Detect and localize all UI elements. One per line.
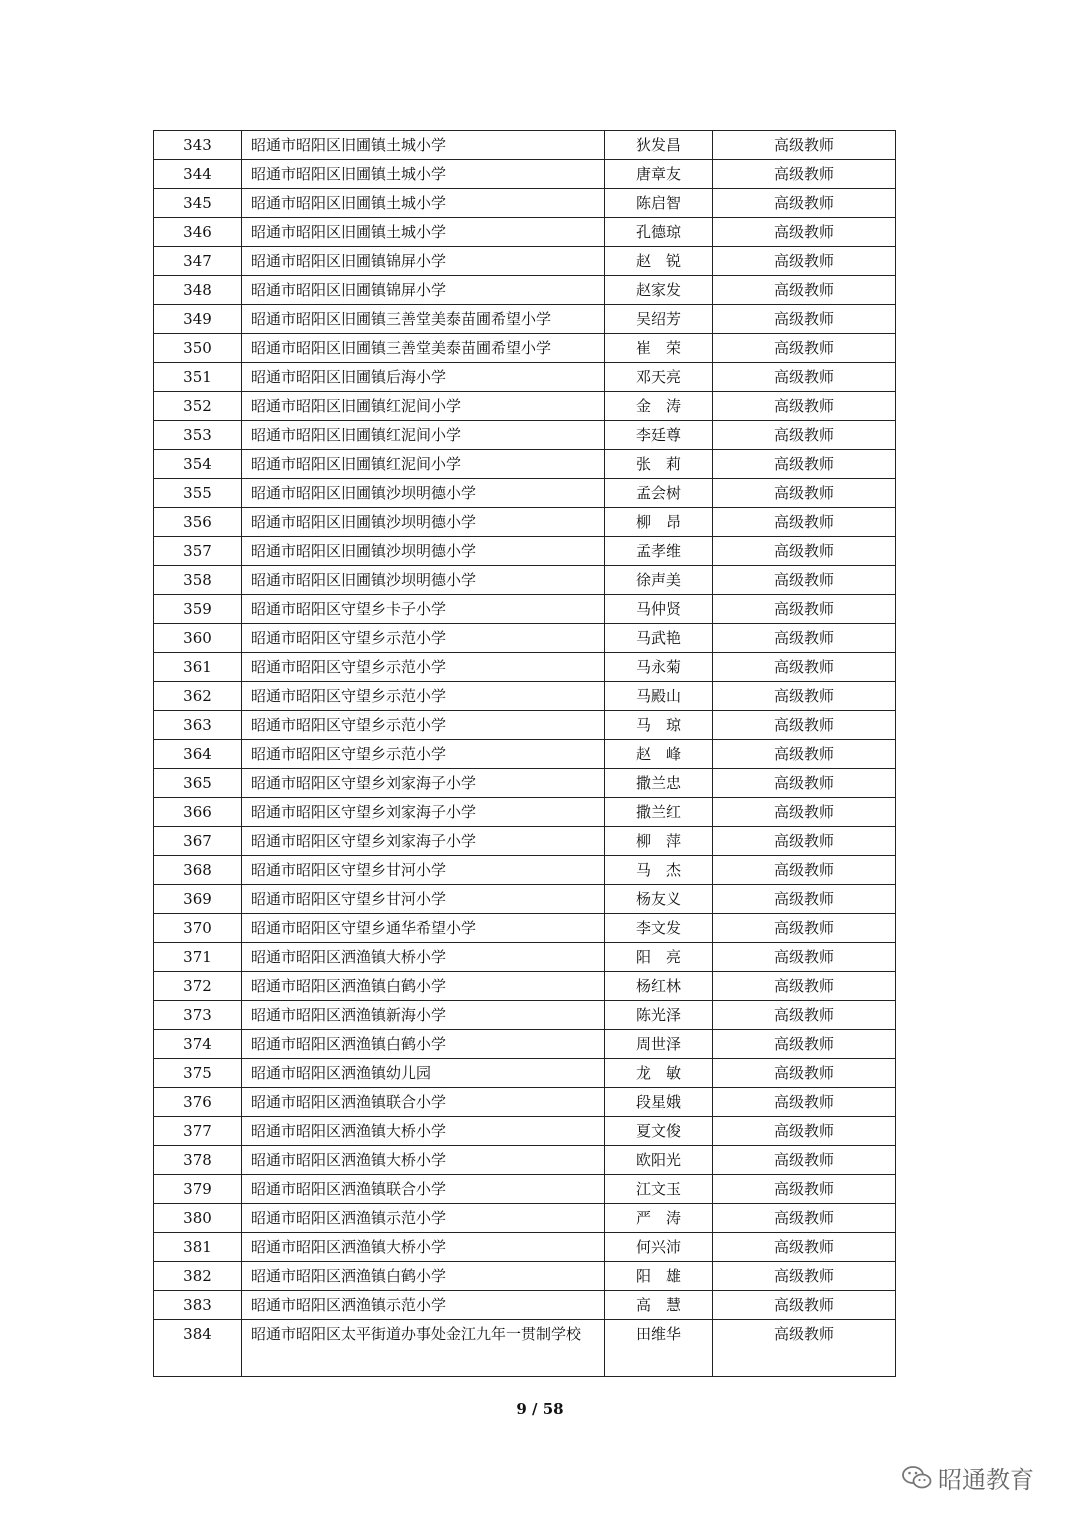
teacher-name-cell: 江文玉 (605, 1175, 713, 1204)
table-row (154, 682, 896, 711)
table-row (154, 218, 896, 247)
table-row (154, 1030, 896, 1059)
teacher-name-cell: 孟会树 (605, 479, 713, 508)
table-row (154, 421, 896, 450)
school-cell: 昭通市昭阳区旧圃镇锦屏小学 (242, 276, 605, 305)
title-cell: 高级教师 (713, 1291, 896, 1320)
school-cell: 昭通市昭阳区旧圃镇红泥间小学 (242, 421, 605, 450)
row-number-cell: 365 (154, 769, 242, 798)
title-cell: 高级教师 (713, 624, 896, 653)
school-cell: 昭通市昭阳区洒渔镇大桥小学 (242, 1146, 605, 1175)
row-number-cell: 361 (154, 653, 242, 682)
school-cell: 昭通市昭阳区守望乡示范小学 (242, 740, 605, 769)
table-row (154, 1175, 896, 1204)
school-cell: 昭通市昭阳区洒渔镇白鹤小学 (242, 972, 605, 1001)
title-cell: 高级教师 (713, 653, 896, 682)
teacher-name-cell: 赵 锐 (605, 247, 713, 276)
teacher-name-cell: 阳 雄 (605, 1262, 713, 1291)
table-row (154, 363, 896, 392)
title-cell: 高级教师 (713, 363, 896, 392)
row-number-cell: 354 (154, 450, 242, 479)
teacher-name-cell: 马仲贤 (605, 595, 713, 624)
table-row (154, 566, 896, 595)
table-row (154, 189, 896, 218)
school-cell: 昭通市昭阳区洒渔镇示范小学 (242, 1204, 605, 1233)
row-number-cell: 367 (154, 827, 242, 856)
table-row (154, 479, 896, 508)
row-number-cell: 352 (154, 392, 242, 421)
teacher-name-cell: 崔 荣 (605, 334, 713, 363)
table-row (154, 653, 896, 682)
teacher-name-cell: 孔德琼 (605, 218, 713, 247)
title-cell: 高级教师 (713, 334, 896, 363)
school-cell: 昭通市昭阳区太平街道办事处金江九年一贯制学校 (242, 1320, 605, 1377)
table-row (154, 1262, 896, 1291)
table-row (154, 1001, 896, 1030)
title-cell: 高级教师 (713, 537, 896, 566)
school-cell: 昭通市昭阳区旧圃镇锦屏小学 (242, 247, 605, 276)
table-row (154, 1204, 896, 1233)
row-number-cell: 357 (154, 537, 242, 566)
school-cell: 昭通市昭阳区守望乡示范小学 (242, 711, 605, 740)
teacher-name-cell: 赵家发 (605, 276, 713, 305)
row-number-cell: 344 (154, 160, 242, 189)
school-cell: 昭通市昭阳区旧圃镇红泥间小学 (242, 450, 605, 479)
school-cell: 昭通市昭阳区守望乡甘河小学 (242, 885, 605, 914)
title-cell: 高级教师 (713, 218, 896, 247)
row-number-cell: 347 (154, 247, 242, 276)
teacher-name-cell: 马 琼 (605, 711, 713, 740)
row-number-cell: 355 (154, 479, 242, 508)
teacher-name-cell: 杨友义 (605, 885, 713, 914)
table-row (154, 537, 896, 566)
table-row (154, 334, 896, 363)
title-cell: 高级教师 (713, 798, 896, 827)
teacher-name-cell: 李廷尊 (605, 421, 713, 450)
table-row (154, 914, 896, 943)
title-cell: 高级教师 (713, 1233, 896, 1262)
table-row (154, 827, 896, 856)
title-cell: 高级教师 (713, 189, 896, 218)
table-row (154, 595, 896, 624)
teacher-name-cell: 何兴沛 (605, 1233, 713, 1262)
row-number-cell: 362 (154, 682, 242, 711)
title-cell: 高级教师 (713, 392, 896, 421)
teacher-name-cell: 柳 昂 (605, 508, 713, 537)
table-row (154, 1088, 896, 1117)
title-cell: 高级教师 (713, 131, 896, 160)
row-number-cell: 371 (154, 943, 242, 972)
table-body (154, 131, 896, 1377)
teacher-name-cell: 欧阳光 (605, 1146, 713, 1175)
school-cell: 昭通市昭阳区旧圃镇后海小学 (242, 363, 605, 392)
table-row (154, 1291, 896, 1320)
row-number-cell: 350 (154, 334, 242, 363)
teacher-name-cell: 杨红林 (605, 972, 713, 1001)
school-cell: 昭通市昭阳区旧圃镇沙坝明德小学 (242, 566, 605, 595)
teacher-name-cell: 陈光泽 (605, 1001, 713, 1030)
school-cell: 昭通市昭阳区洒渔镇大桥小学 (242, 943, 605, 972)
wechat-icon (902, 1465, 932, 1491)
teacher-name-cell: 周世泽 (605, 1030, 713, 1059)
school-cell: 昭通市昭阳区守望乡卡子小学 (242, 595, 605, 624)
title-cell: 高级教师 (713, 740, 896, 769)
teacher-name-cell: 撒兰忠 (605, 769, 713, 798)
row-number-cell: 346 (154, 218, 242, 247)
teacher-name-cell: 邓天亮 (605, 363, 713, 392)
row-number-cell: 353 (154, 421, 242, 450)
row-number-cell: 376 (154, 1088, 242, 1117)
table-row (154, 1233, 896, 1262)
title-cell: 高级教师 (713, 508, 896, 537)
title-cell: 高级教师 (713, 1204, 896, 1233)
table-row (154, 798, 896, 827)
school-cell: 昭通市昭阳区洒渔镇幼儿园 (242, 1059, 605, 1088)
teacher-name-cell: 马永菊 (605, 653, 713, 682)
school-cell: 昭通市昭阳区守望乡示范小学 (242, 624, 605, 653)
title-cell: 高级教师 (713, 450, 896, 479)
school-cell: 昭通市昭阳区守望乡刘家海子小学 (242, 798, 605, 827)
title-cell: 高级教师 (713, 711, 896, 740)
school-cell: 昭通市昭阳区洒渔镇白鹤小学 (242, 1262, 605, 1291)
table-row (154, 1059, 896, 1088)
page-number: 9 / 58 (516, 1400, 564, 1418)
table-row (154, 711, 896, 740)
table-row (154, 943, 896, 972)
school-cell: 昭通市昭阳区洒渔镇联合小学 (242, 1088, 605, 1117)
table-row (154, 392, 896, 421)
table-row (154, 624, 896, 653)
school-cell: 昭通市昭阳区守望乡示范小学 (242, 653, 605, 682)
watermark (902, 1460, 1034, 1495)
title-cell: 高级教师 (713, 595, 896, 624)
school-cell: 昭通市昭阳区守望乡通华希望小学 (242, 914, 605, 943)
school-cell: 昭通市昭阳区旧圃镇三善堂美泰苗圃希望小学 (242, 305, 605, 334)
teacher-name-cell: 赵 峰 (605, 740, 713, 769)
row-number-cell: 351 (154, 363, 242, 392)
row-number-cell: 364 (154, 740, 242, 769)
teacher-name-cell: 唐章友 (605, 160, 713, 189)
school-cell: 昭通市昭阳区旧圃镇沙坝明德小学 (242, 508, 605, 537)
school-cell: 昭通市昭阳区洒渔镇大桥小学 (242, 1117, 605, 1146)
row-number-cell: 345 (154, 189, 242, 218)
row-number-cell: 369 (154, 885, 242, 914)
teacher-name-cell: 严 涛 (605, 1204, 713, 1233)
row-number-cell: 363 (154, 711, 242, 740)
teacher-name-cell: 龙 敏 (605, 1059, 713, 1088)
row-number-cell: 384 (154, 1320, 242, 1377)
row-number-cell: 375 (154, 1059, 242, 1088)
teacher-name-cell: 孟孝维 (605, 537, 713, 566)
title-cell: 高级教师 (713, 1175, 896, 1204)
title-cell: 高级教师 (713, 247, 896, 276)
title-cell: 高级教师 (713, 943, 896, 972)
teacher-name-cell: 田维华 (605, 1320, 713, 1377)
teacher-name-cell: 金 涛 (605, 392, 713, 421)
title-cell: 高级教师 (713, 1320, 896, 1377)
teacher-name-cell: 徐声美 (605, 566, 713, 595)
table-row (154, 450, 896, 479)
row-number-cell: 381 (154, 1233, 242, 1262)
row-number-cell: 382 (154, 1262, 242, 1291)
table-row (154, 247, 896, 276)
school-cell: 昭通市昭阳区旧圃镇沙坝明德小学 (242, 479, 605, 508)
table-row (154, 1146, 896, 1175)
row-number-cell: 349 (154, 305, 242, 334)
row-number-cell: 374 (154, 1030, 242, 1059)
title-cell: 高级教师 (713, 1146, 896, 1175)
title-cell: 高级教师 (713, 972, 896, 1001)
school-cell: 昭通市昭阳区守望乡刘家海子小学 (242, 827, 605, 856)
teacher-name-cell: 夏文俊 (605, 1117, 713, 1146)
teacher-name-cell: 吴绍芳 (605, 305, 713, 334)
table-row (154, 508, 896, 537)
teacher-name-cell: 撒兰红 (605, 798, 713, 827)
table-row (154, 160, 896, 189)
school-cell: 昭通市昭阳区洒渔镇联合小学 (242, 1175, 605, 1204)
row-number-cell: 343 (154, 131, 242, 160)
row-number-cell: 373 (154, 1001, 242, 1030)
school-cell: 昭通市昭阳区洒渔镇新海小学 (242, 1001, 605, 1030)
row-number-cell: 358 (154, 566, 242, 595)
table-row (154, 305, 896, 334)
title-cell: 高级教师 (713, 1059, 896, 1088)
title-cell: 高级教师 (713, 885, 896, 914)
teacher-name-cell: 阳 亮 (605, 943, 713, 972)
table-row (154, 856, 896, 885)
title-cell: 高级教师 (713, 1117, 896, 1146)
school-cell: 昭通市昭阳区旧圃镇土城小学 (242, 189, 605, 218)
title-cell: 高级教师 (713, 160, 896, 189)
teacher-name-cell: 马殿山 (605, 682, 713, 711)
title-cell: 高级教师 (713, 1262, 896, 1291)
title-cell: 高级教师 (713, 856, 896, 885)
title-cell: 高级教师 (713, 276, 896, 305)
row-number-cell: 368 (154, 856, 242, 885)
teacher-name-cell: 高 慧 (605, 1291, 713, 1320)
title-cell: 高级教师 (713, 305, 896, 334)
title-cell: 高级教师 (713, 1001, 896, 1030)
title-cell: 高级教师 (713, 566, 896, 595)
row-number-cell: 378 (154, 1146, 242, 1175)
row-number-cell: 366 (154, 798, 242, 827)
school-cell: 昭通市昭阳区旧圃镇土城小学 (242, 218, 605, 247)
title-cell: 高级教师 (713, 1030, 896, 1059)
school-cell: 昭通市昭阳区守望乡甘河小学 (242, 856, 605, 885)
table-row (154, 276, 896, 305)
table-row (154, 1320, 896, 1377)
row-number-cell: 379 (154, 1175, 242, 1204)
teacher-name-cell: 马武艳 (605, 624, 713, 653)
teacher-name-cell: 李文发 (605, 914, 713, 943)
school-cell: 昭通市昭阳区守望乡示范小学 (242, 682, 605, 711)
row-number-cell: 359 (154, 595, 242, 624)
row-number-cell: 348 (154, 276, 242, 305)
title-cell: 高级教师 (713, 1088, 896, 1117)
school-cell: 昭通市昭阳区旧圃镇三善堂美泰苗圃希望小学 (242, 334, 605, 363)
title-cell: 高级教师 (713, 914, 896, 943)
table-row (154, 1117, 896, 1146)
title-cell: 高级教师 (713, 769, 896, 798)
row-number-cell: 383 (154, 1291, 242, 1320)
table-row (154, 740, 896, 769)
school-cell: 昭通市昭阳区守望乡刘家海子小学 (242, 769, 605, 798)
teacher-table (153, 130, 896, 1377)
table-row (154, 885, 896, 914)
title-cell: 高级教师 (713, 421, 896, 450)
teacher-name-cell: 狄发昌 (605, 131, 713, 160)
school-cell: 昭通市昭阳区洒渔镇示范小学 (242, 1291, 605, 1320)
teacher-name-cell: 张 莉 (605, 450, 713, 479)
teacher-name-cell: 段星娥 (605, 1088, 713, 1117)
school-cell: 昭通市昭阳区洒渔镇白鹤小学 (242, 1030, 605, 1059)
school-cell: 昭通市昭阳区旧圃镇沙坝明德小学 (242, 537, 605, 566)
title-cell: 高级教师 (713, 827, 896, 856)
table-row (154, 131, 896, 160)
title-cell: 高级教师 (713, 682, 896, 711)
row-number-cell: 360 (154, 624, 242, 653)
watermark-text: 昭通教育 (938, 1466, 1034, 1494)
teacher-name-cell: 柳 萍 (605, 827, 713, 856)
row-number-cell: 370 (154, 914, 242, 943)
school-cell: 昭通市昭阳区洒渔镇大桥小学 (242, 1233, 605, 1262)
teacher-name-cell: 马 杰 (605, 856, 713, 885)
school-cell: 昭通市昭阳区旧圃镇土城小学 (242, 160, 605, 189)
teacher-name-cell: 陈启智 (605, 189, 713, 218)
row-number-cell: 372 (154, 972, 242, 1001)
row-number-cell: 380 (154, 1204, 242, 1233)
title-cell: 高级教师 (713, 479, 896, 508)
school-cell: 昭通市昭阳区旧圃镇土城小学 (242, 131, 605, 160)
row-number-cell: 356 (154, 508, 242, 537)
table-row (154, 769, 896, 798)
school-cell: 昭通市昭阳区旧圃镇红泥间小学 (242, 392, 605, 421)
row-number-cell: 377 (154, 1117, 242, 1146)
table-row (154, 972, 896, 1001)
